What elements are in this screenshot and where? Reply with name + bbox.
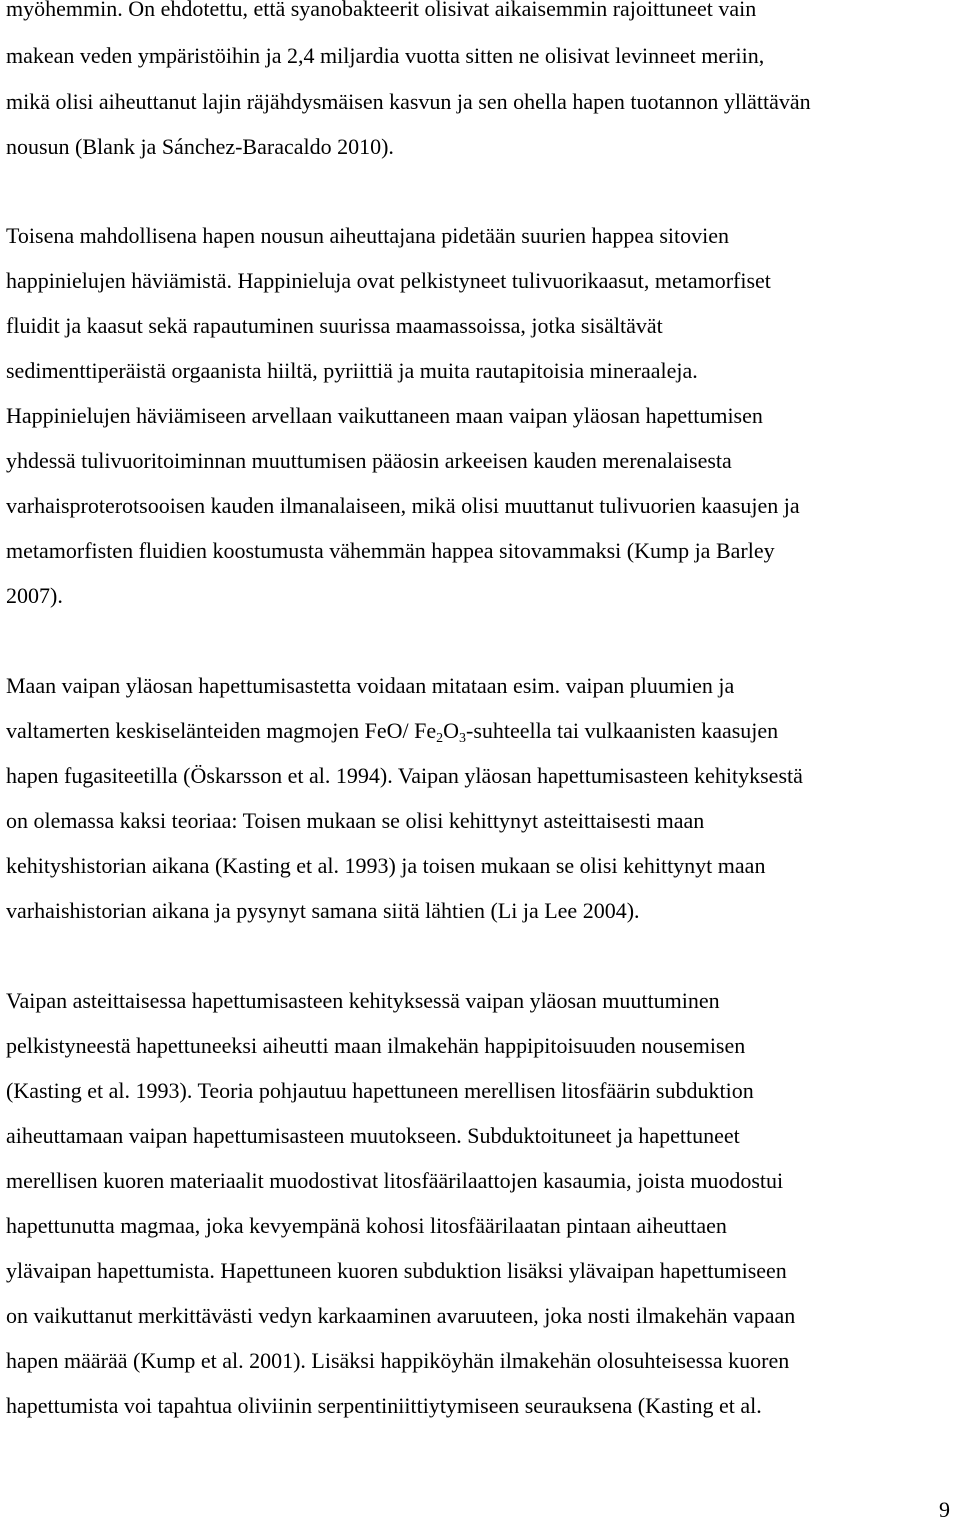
text-line: (Kasting et al. 1993). Teoria pohjautuu hapettuneen merellisen litosfäärin subduktion (6, 1078, 754, 1103)
text-line: Maan vaipan yläosan hapettumisastetta voidaan mitataan esim. vaipan pluumien ja (6, 673, 735, 698)
text-line: hapettumista voi tapahtua oliviinin serpentiniittiytymiseen seurauksena (Kasting et al. (6, 1393, 762, 1418)
text-line: varhaishistorian aikana ja pysynyt samana siitä lähtien (Li ja Lee 2004). (6, 898, 640, 923)
text-line: pelkistyneestä hapettuneeksi aiheutti maan ilmakehän happipitoisuuden nousemisen (6, 1033, 746, 1058)
page-number: 9 (939, 1497, 950, 1522)
text-line: on vaikuttanut merkittävästi vedyn karkaaminen avaruuteen, joka nosti ilmakehän vapaan (6, 1303, 796, 1328)
text-line: metamorfisten fluidien koostumusta vähemmän happea sitovammaksi (Kump ja Barley (6, 538, 775, 563)
text-line: varhaisproterotsooisen kauden ilmanalaiseen, mikä olisi muuttanut tulivuorien kaasujen ja (6, 493, 800, 518)
text-line: hapen fugasiteetilla (Öskarsson et al. 1994). Vaipan yläosan hapettumisasteen kehityksestä (6, 763, 803, 788)
text-line: Toisena mahdollisena hapen nousun aiheuttajana pidetään suurien happea sitovien (6, 223, 730, 248)
text-line: sedimenttiperäistä orgaanista hiiltä, pyriittiä ja muita rautapitoisia mineraaleja. (6, 358, 698, 383)
subscript: 3 (459, 731, 466, 746)
subscript: 2 (436, 731, 444, 746)
text-line-with-formula (6, 716, 778, 746)
text-line: myöhemmin. On ehdotettu, että syanobakteerit olisivat aikaisemmin rajoittuneet vain (6, 0, 757, 21)
text-line: merellisen kuoren materiaalit muodostivat litosfäärilaattojen kasaumia, joista muodostui (6, 1168, 784, 1193)
text-line: Happinielujen häviämiseen arvellaan vaikuttaneen maan vaipan yläosan hapettumisen (6, 403, 763, 428)
text-line: 2007). (6, 583, 63, 608)
text-line: aiheuttamaan vaipan hapettumisasteen muutokseen. Subduktoituneet ja hapettuneet (6, 1123, 740, 1148)
text-line: mikä olisi aiheuttanut lajin räjähdysmäisen kasvun ja sen ohella hapen tuotannon yllättävän (6, 89, 811, 114)
text-line: happinielujen häviämistä. Happinieluja ovat pelkistyneet tulivuorikaasut, metamorfiset (6, 268, 771, 293)
text-line: yhdessä tulivuoritoiminnan muuttumisen pääosin arkeeisen kauden merenalaisesta (6, 448, 732, 473)
text-line: kehityshistorian aikana (Kasting et al. 1993) ja toisen mukaan se olisi kehittynyt maan (6, 853, 766, 878)
text-segment: O (443, 718, 459, 743)
text-line: nousun (Blank ja Sánchez-Baracaldo 2010). (6, 134, 394, 159)
text-segment: valtamerten keskiselänteiden magmojen FeO/ Fe (6, 718, 437, 743)
text-line: fluidit ja kaasut sekä rapautuminen suurissa maamassoissa, jotka sisältävät (6, 313, 663, 338)
text-line: ylävaipan hapettumista. Hapettuneen kuoren subduktion lisäksi ylävaipan hapettumiseen (6, 1258, 787, 1283)
text-line: on olemassa kaksi teoriaa: Toisen mukaan se olisi kehittynyt asteittaisesti maan (6, 808, 705, 833)
text-line: hapen määrää (Kump et al. 2001). Lisäksi happiköyhän ilmakehän olosuhteisessa kuoren (6, 1348, 790, 1373)
text-line: hapettunutta magmaa, joka kevyempänä kohosi litosfäärilaatan pintaan aiheuttaen (6, 1213, 727, 1238)
text-line: makean veden ympäristöihin ja 2,4 miljardia vuotta sitten ne olisivat levinneet meriin, (6, 43, 765, 68)
text-line: Vaipan asteittaisessa hapettumisasteen kehityksessä vaipan yläosan muuttuminen (6, 988, 720, 1013)
text-segment: -suhteella tai vulkaanisten kaasujen (466, 718, 779, 743)
